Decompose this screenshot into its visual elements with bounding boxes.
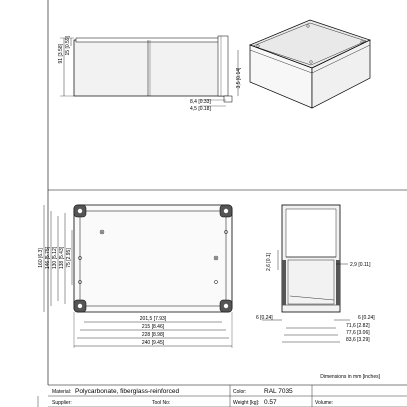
dim-215-label: 215 [8.46]	[141, 324, 165, 330]
dim-71-6-label: 71,6 [2.82]	[346, 323, 370, 329]
color-value: RAL 7035	[264, 388, 293, 395]
title-block	[38, 385, 407, 407]
dim-75-label: 75 [2.95]	[66, 248, 72, 268]
dim-6-left-label: 6 [0.24]	[256, 315, 273, 321]
dim-91-label: 91 [3.58]	[58, 44, 64, 64]
volume-label: Volume:	[315, 400, 334, 406]
dim-146-label: 146 [5.75]	[45, 246, 51, 270]
front-view	[38, 205, 232, 348]
dim-6-right-label: 6 [0.24]	[358, 315, 375, 321]
dim-228-label: 228 [8.98]	[141, 332, 165, 338]
weight-value: 0.57	[264, 399, 277, 406]
material-value: Polycarbonate, fiberglass-reinforced	[75, 388, 180, 395]
dim-160-label: 160 [6.3]	[38, 248, 44, 268]
isometric-view	[250, 20, 370, 108]
dim-2-6-label: 2,6 [0.1]	[266, 252, 272, 272]
dim-77-6-label: 77,6 [3.06]	[346, 330, 370, 336]
dim-201-5-label: 201,5 [7.93]	[139, 316, 167, 322]
dim-138-label: 138 [5.43]	[59, 246, 65, 270]
dim-2-9-label: 2,9 [0.11]	[350, 262, 371, 268]
color-label: Color:	[233, 389, 247, 395]
supplier-label: Supplier:	[52, 400, 72, 406]
dim-3-5-label: 3,5 [0.14]	[236, 67, 242, 89]
dim-4-5-label: 4,5 [0.18]	[190, 106, 211, 112]
dim-15-label: 15 [0.59]	[65, 36, 71, 56]
top-view	[58, 35, 242, 112]
units-note: Dimensions in mm [inches]	[320, 374, 380, 380]
dim-8-4-label: 8,4 [0.33]	[190, 99, 211, 105]
weight-label: Weight [kg]:	[233, 400, 260, 406]
material-label: Material:	[52, 389, 72, 395]
side-view	[256, 205, 375, 343]
tool-label: Tool No:	[152, 400, 171, 406]
dim-240-label: 240 [9.45]	[141, 340, 165, 346]
dim-130-label: 130 [5.12]	[52, 246, 58, 270]
dim-83-6-label: 83,6 [3.29]	[346, 337, 370, 343]
